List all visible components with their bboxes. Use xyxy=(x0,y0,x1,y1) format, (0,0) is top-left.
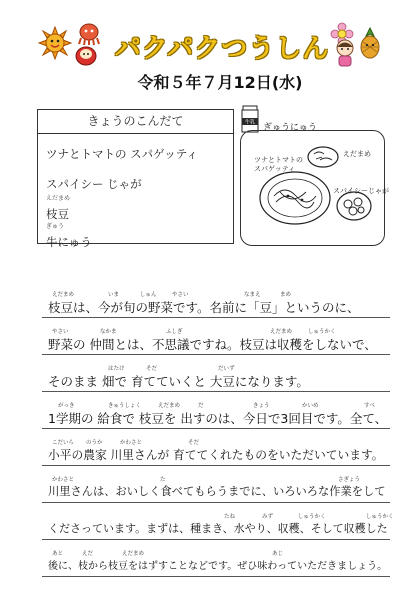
furigana: えだまめ xyxy=(158,403,181,409)
furigana: すべ xyxy=(364,403,375,409)
furigana: まめ xyxy=(280,292,292,298)
article-line-text: 枝豆は、今が旬の野菜です。名前に「豆」というのに、 xyxy=(48,300,360,315)
article-line xyxy=(42,401,390,431)
article-line-text: 後に、枝から枝豆をはずすことなどです。ぜひ味わっていただきましょう。 xyxy=(48,561,388,572)
menu-item-spicy-potato xyxy=(46,174,233,194)
furigana: そだ xyxy=(146,366,158,372)
menu-box xyxy=(37,109,234,249)
article-line-text: 小平の農家 川里さんが 育ててくれたものをいただいています。 xyxy=(48,448,384,462)
menu-item-label: ツナとトマトの スパゲッティ xyxy=(46,147,198,161)
article-line-text: 川里さんは、おいしく食べてもらうまでに、いろいろな作業をして xyxy=(48,485,386,498)
furigana: がっき xyxy=(58,403,75,409)
article-line xyxy=(42,549,390,579)
furigana: だ xyxy=(198,403,204,409)
pineapple-character-icon xyxy=(358,26,382,60)
furigana: みず xyxy=(262,514,274,520)
furigana: きょう xyxy=(253,403,270,409)
article-line-text: そのまま 畑で 育てていくと 大豆になります。 xyxy=(48,374,309,389)
furigana: かいめ xyxy=(302,403,319,409)
newsletter-title: パクパクつうしん xyxy=(114,34,330,64)
furigana: しゅうかく xyxy=(308,329,336,335)
drawing-label-edamame: えだまめ xyxy=(343,150,371,158)
menu-heading: きょうのこんだて xyxy=(38,110,233,134)
furigana: そだ xyxy=(188,440,200,446)
furigana: なまえ xyxy=(244,292,261,298)
menu-item-label: スパイシー じゃが xyxy=(46,177,142,191)
daruma-character-icon xyxy=(74,44,98,66)
furigana: あと xyxy=(52,551,64,557)
menu-item-ruby: えだまめ xyxy=(46,195,71,202)
ruled-line xyxy=(42,428,390,429)
article-line xyxy=(42,438,390,468)
ruled-line xyxy=(42,465,390,466)
furigana: えだまめ xyxy=(270,329,293,335)
article-line-text: 1学期の 給食で 枝豆を 出すのは、今日で3回目です。全て、 xyxy=(48,411,388,426)
menu-item-ruby: ぎゅう xyxy=(46,223,65,230)
furigana: たね xyxy=(224,514,236,520)
article-line xyxy=(42,327,390,357)
furigana: ふしぎ xyxy=(166,329,183,335)
ruled-line xyxy=(42,354,390,355)
furigana: いま xyxy=(108,292,120,298)
article-line xyxy=(42,290,390,320)
sun-character-icon xyxy=(38,26,72,60)
article-line-text: 野菜の 仲間とは、不思議ですね。枝豆は収穫をしないで、 xyxy=(48,337,377,352)
furigana: しゅうかく xyxy=(366,514,394,520)
ruled-line xyxy=(42,539,390,540)
article-line xyxy=(42,512,394,542)
article-line-text: くださっています。まずは、種まき、水やり、収穫、そして収穫した xyxy=(48,522,388,535)
article-line xyxy=(42,364,390,394)
octopus-character-icon xyxy=(76,22,102,46)
furigana: しゅうかく xyxy=(298,514,326,520)
furigana: かわさと xyxy=(52,477,75,483)
ruled-line xyxy=(42,502,390,503)
drawing-label-spicy-potato: スパイシーじゃが xyxy=(333,187,389,195)
ruled-line xyxy=(42,317,390,318)
menu-item-spaghetti xyxy=(46,144,233,164)
furigana: なかま xyxy=(100,329,117,335)
menu-item-milk xyxy=(46,223,233,252)
furigana: きゅうしょく xyxy=(108,403,142,409)
article-line xyxy=(42,475,390,505)
ruled-line xyxy=(42,576,390,577)
issue-date: 令和５年７月12日(水) xyxy=(137,73,303,92)
menu-item-label: 枝豆 xyxy=(46,207,69,221)
furigana: さぎょう xyxy=(338,477,361,483)
furigana: えだ xyxy=(82,551,94,557)
menu-item-label: 牛にゅう xyxy=(46,235,92,249)
girl-character-icon xyxy=(334,38,356,68)
furigana: かわさと xyxy=(120,440,143,446)
furigana: えだまめ xyxy=(52,292,75,298)
furigana: た xyxy=(160,477,166,483)
furigana: のうか xyxy=(86,440,103,446)
furigana: やさい xyxy=(52,329,69,335)
milk-carton-label: 牛乳 xyxy=(244,119,256,126)
milk-label: ぎゅうにゅう xyxy=(263,123,317,133)
furigana: だいず xyxy=(218,366,235,372)
furigana: しゅん xyxy=(140,292,157,298)
furigana: こだいら xyxy=(52,440,75,446)
furigana: はたけ xyxy=(108,366,125,372)
drawing-label-spaghetti: ツナとトマトの スパゲッティ xyxy=(254,156,303,173)
furigana: えだまめ xyxy=(122,551,145,557)
furigana: やさい xyxy=(172,292,189,298)
menu-item-edamame xyxy=(46,195,233,224)
furigana: あじ xyxy=(272,551,284,557)
ruled-line xyxy=(42,391,390,392)
